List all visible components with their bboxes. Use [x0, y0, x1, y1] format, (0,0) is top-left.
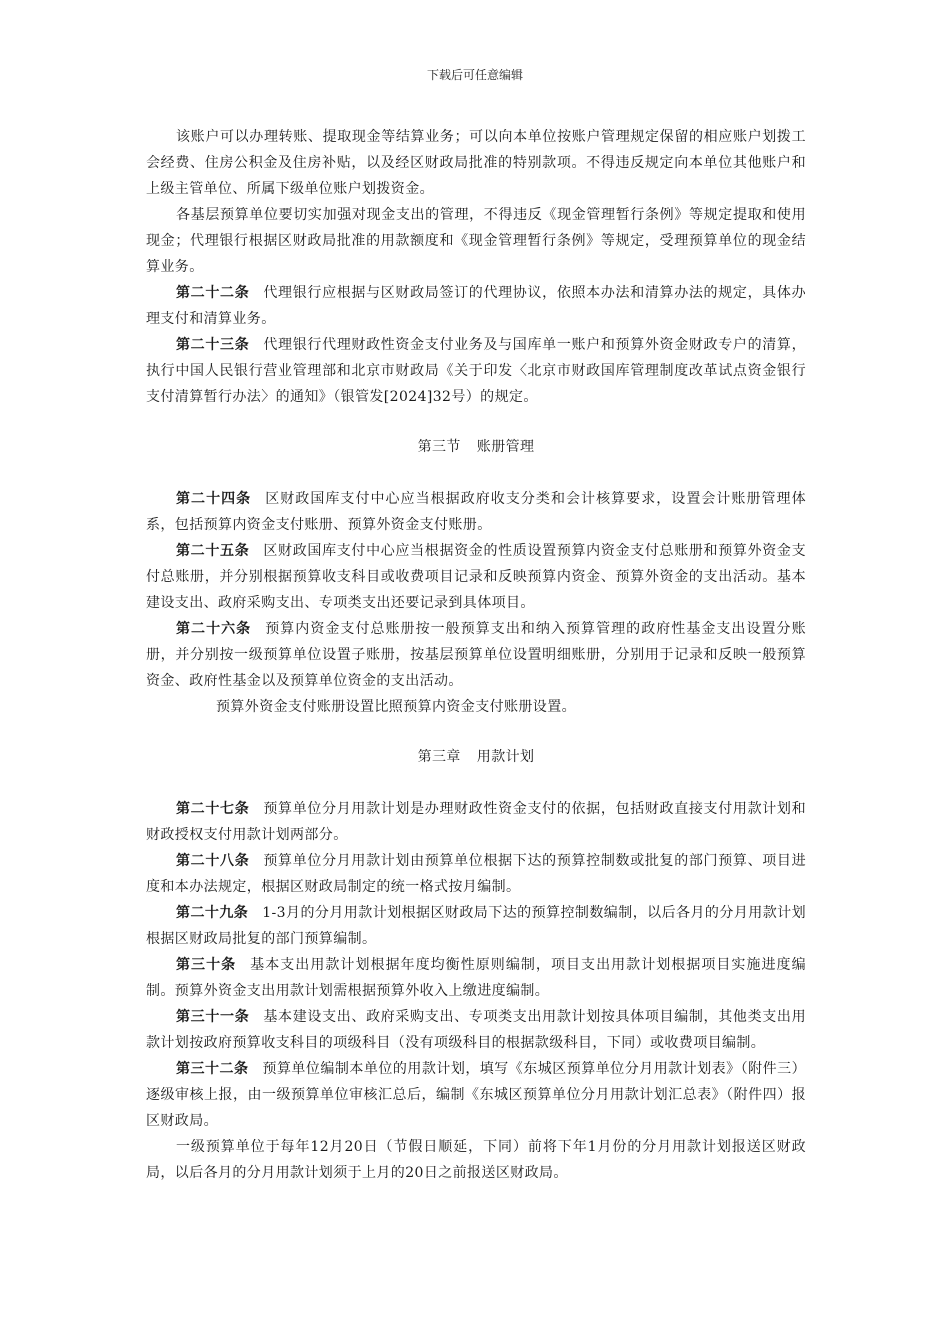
article-text: 基本支出用款计划根据年度均衡性原则编制，项目支出用款计划根据项目实施进度编制。预算外资金支出用款计划需根据预算外收入上缴进度编制。 — [146, 957, 806, 999]
article-32 — [146, 1056, 806, 1134]
article-28 — [146, 848, 806, 900]
article-number: 第三十一条 — [176, 1009, 250, 1025]
article-24 — [146, 486, 806, 538]
paragraph — [146, 124, 806, 202]
article-25 — [146, 538, 806, 616]
article-number: 第二十五条 — [176, 543, 250, 559]
paragraph — [146, 694, 806, 720]
article-number: 第二十三条 — [176, 337, 250, 353]
article-number: 第三十二条 — [176, 1061, 249, 1077]
paragraph-text: 预算外资金支付账册设置比照预算内资金支付账册设置。 — [216, 699, 576, 715]
article-number: 第二十九条 — [176, 905, 249, 921]
article-number: 第三十条 — [176, 957, 237, 973]
article-number: 第二十二条 — [176, 285, 250, 301]
article-27 — [146, 796, 806, 848]
article-number: 第二十六条 — [176, 621, 252, 637]
article-text: 1-3月的分月用款计划根据区财政局下达的预算控制数编制，以后各月的分月用款计划根据区财政局批复的部门预算编制。 — [146, 905, 806, 947]
section-heading — [146, 434, 806, 460]
article-number: 第二十四条 — [176, 491, 252, 507]
chapter-heading — [146, 744, 806, 770]
article-text: 代理银行代理财政性资金支付业务及与国库单一账户和预算外资金财政专户的清算，执行中国人民银行营业管理部和北京市财政局《关于印发〈北京市财政国库管理制度改革试点资金银行支付清算暂行办法〉的通知》（银管发[2024]32号）的规定。 — [146, 337, 806, 405]
article-text: 区财政国库支付中心应当根据资金的性质设置预算内资金支付总账册和预算外资金支付总账册，并分别根据预算收支科目或收费项目记录和反映预算内资金、预算外资金的支出活动。基本建设支出、政府采购支出、专项类支出还要记录到具体项目。 — [146, 543, 806, 611]
article-30 — [146, 952, 806, 1004]
paragraph — [146, 1134, 806, 1186]
article-23 — [146, 332, 806, 410]
article-number: 第二十八条 — [176, 853, 250, 869]
article-29 — [146, 900, 806, 952]
article-text: 预算单位编制本单位的用款计划，填写《东城区预算单位分月用款计划表》（附件三）逐级审核上报，由一级预算单位审核汇总后，编制《东城区预算单位分月用款计划汇总表》（附件四）报区财政局。 — [146, 1061, 806, 1129]
paragraph-text: 各基层预算单位要切实加强对现金支出的管理，不得违反《现金管理暂行条例》等规定提取和使用现金；代理银行根据区财政局批准的用款额度和《现金管理暂行条例》等规定，受理预算单位的现金结算业务。 — [146, 207, 806, 275]
article-text: 代理银行应根据与区财政局签订的代理协议，依照本办法和清算办法的规定，具体办理支付和清算业务。 — [146, 285, 806, 327]
article-number: 第二十七条 — [176, 801, 250, 817]
document-body — [146, 124, 806, 1186]
article-text: 预算单位分月用款计划是办理财政性资金支付的依据，包括财政直接支付用款计划和财政授权支付用款计划两部分。 — [146, 801, 806, 843]
paragraph — [146, 202, 806, 280]
page-header: 下载后可任意编辑 — [426, 68, 523, 82]
article-26 — [146, 616, 806, 694]
article-text: 预算单位分月用款计划由预算单位根据下达的预算控制数或批复的部门预算、项目进度和本办法规定，根据区财政局制定的统一格式按月编制。 — [146, 853, 806, 895]
article-text: 基本建设支出、政府采购支出、专项类支出用款计划按具体项目编制，其他类支出用款计划按政府预算收支科目的项级科目（没有项级科目的根据款级科目，下同）或收费项目编制。 — [146, 1009, 806, 1051]
section-title: 账册管理 — [476, 439, 535, 455]
chapter-title: 用款计划 — [476, 749, 535, 765]
section-label: 第三节 — [417, 439, 461, 455]
article-text: 区财政国库支付中心应当根据政府收支分类和会计核算要求，设置会计账册管理体系，包括预算内资金支付账册、预算外资金支付账册。 — [146, 491, 806, 533]
article-text: 预算内资金支付总账册按一般预算支出和纳入预算管理的政府性基金支出设置分账册，并分别按一级预算单位设置子账册，按基层预算单位设置明细账册，分别用于记录和反映一般预算资金、政府性基金以及预算单位资金的支出活动。 — [146, 621, 806, 689]
chapter-label: 第三章 — [417, 749, 461, 765]
article-22 — [146, 280, 806, 332]
paragraph-text: 该账户可以办理转账、提取现金等结算业务；可以向本单位按账户管理规定保留的相应账户划拨工会经费、住房公积金及住房补贴，以及经区财政局批准的特别款项。不得违反规定向本单位其他账户和上级主管单位、所属下级单位账户划拨资金。 — [146, 129, 806, 197]
paragraph-text: 一级预算单位于每年12月20日（节假日顺延，下同）前将下年1月份的分月用款计划报送区财政局，以后各月的分月用款计划须于上月的20日之前报送区财政局。 — [146, 1139, 806, 1181]
article-31 — [146, 1004, 806, 1056]
